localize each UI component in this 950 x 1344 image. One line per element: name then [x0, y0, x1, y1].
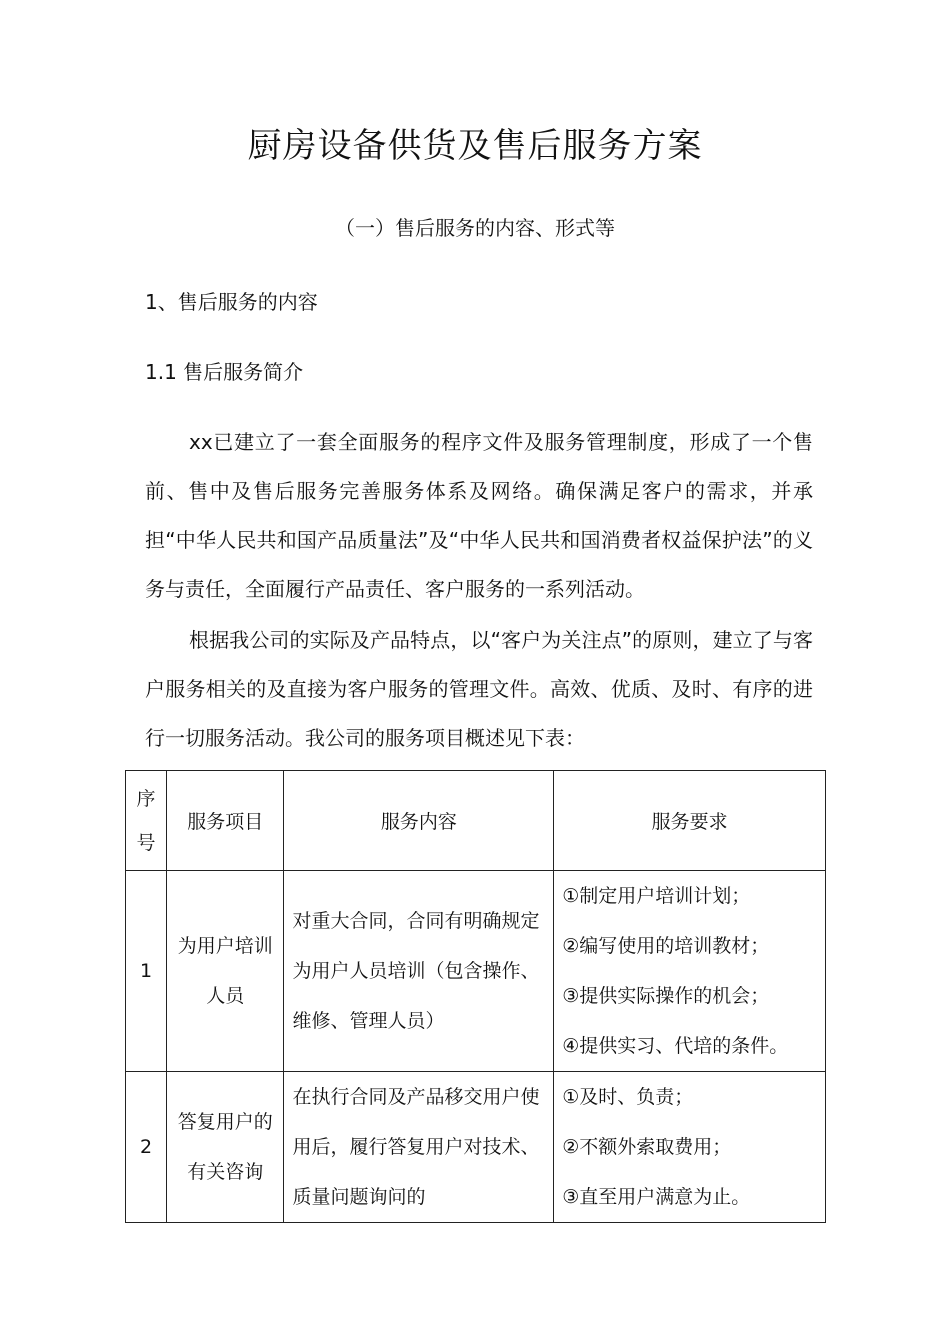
- row-seq: 1: [126, 871, 167, 1072]
- row-content: 在执行合同及产品移交用户使用后，履行答复用户对技术、质量问题询问的: [284, 1072, 554, 1223]
- table-row: [126, 871, 826, 1072]
- row-item: 答复用户的有关咨询: [167, 1072, 284, 1223]
- section-subtitle: （一）售后服务的内容、形式等: [335, 216, 615, 240]
- header-item: 服务项目: [167, 771, 284, 871]
- section-heading: 1、售后服务的内容: [145, 290, 318, 314]
- principle-paragraph: 根据我公司的实际及产品特点，以“客户为关注点”的原则，建立了与客户服务相关的及直接为客户服务的管理文件。高效、优质、及时、有序的进行一切服务活动。我公司的服务项目概述见下表：: [145, 628, 813, 750]
- requirement-item: ②编写使用的培训教材；: [562, 935, 770, 957]
- requirement-item: ③提供实际操作的机会；: [562, 985, 770, 1007]
- service-table: [125, 770, 826, 1223]
- row-requirements: [554, 1072, 826, 1223]
- requirement-item: ④提供实习、代培的条件。: [562, 1035, 789, 1057]
- requirement-item: ③直至用户满意为止。: [562, 1186, 751, 1208]
- header-requirement: 服务要求: [554, 771, 826, 871]
- row-requirements: [554, 871, 826, 1072]
- header-seq: 序 号: [126, 771, 167, 871]
- requirement-item: ①及时、负责；: [562, 1086, 694, 1108]
- row-content: 对重大合同，合同有明确规定为用户人员培训（包含操作、维修、管理人员）: [284, 871, 554, 1072]
- document-title: 厨房设备供货及售后服务方案: [247, 126, 703, 166]
- header-content: 服务内容: [284, 771, 554, 871]
- row-item: 为用户培训人员: [167, 871, 284, 1072]
- table-header-row: [126, 771, 826, 871]
- table-row: [126, 1072, 826, 1223]
- intro-paragraph: xx已建立了一套全面服务的程序文件及服务管理制度，形成了一个售前、售中及售后服务完善服务体系及网络。确保满足客户的需求，并承担“中华人民共和国产品质量法”及“中华人民共和国消费者权益保护法”的义务与责任，全面履行产品责任、客户服务的一系列活动。: [145, 430, 813, 601]
- requirement-item: ①制定用户培训计划；: [562, 885, 751, 907]
- row-seq: 2: [126, 1072, 167, 1223]
- requirement-item: ②不额外索取费用；: [562, 1136, 732, 1158]
- subsection-heading: 1.1 售后服务简介: [145, 360, 304, 384]
